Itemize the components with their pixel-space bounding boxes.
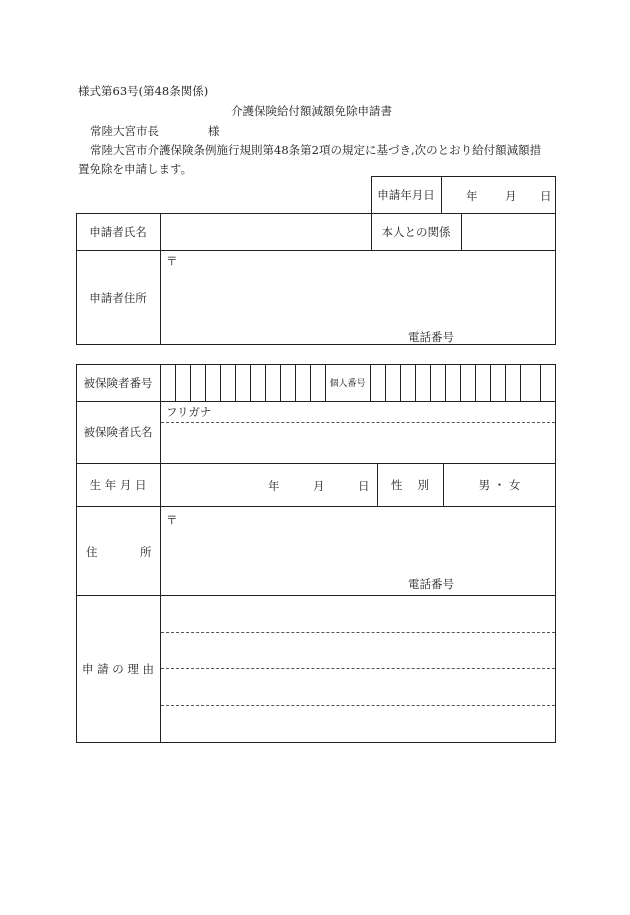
application-date-field[interactable] [441,176,556,214]
date-month: 月 [505,189,517,203]
birthdate-field[interactable] [161,464,376,505]
honorific: 様 [208,124,220,138]
furigana-field[interactable] [161,402,555,422]
sex-options[interactable]: 男 ・ 女 [478,477,521,492]
applicant-name-field[interactable] [161,214,370,249]
reason-field[interactable] [161,596,555,742]
insured-phone-label: 電話番号 [408,577,454,591]
insured-number-label: 被保険者番号 [83,375,153,390]
applicant-name-label: 申請者氏名 [89,224,147,239]
insured-name-label: 被保険者氏名 [83,425,153,439]
applicant-address-field[interactable] [161,251,555,344]
insured-number-field[interactable] [161,365,324,400]
relation-field[interactable] [462,214,555,249]
relation-label: 本人との関係 [381,224,451,239]
birthdate-label: 生 年 月 日 [89,477,147,492]
body-text-line-2: 置免除を申請します。 [78,162,193,176]
document-title: 介護保険給付額減額免除申請書 [231,104,392,118]
reason-label: 申 請 の 理 由 [81,662,155,676]
form-number: 様式第63号(第48条関係) [78,84,209,98]
applicant-address-label: 申請者住所 [89,290,147,305]
address-label-1: 住 [86,545,98,559]
birth-month: 月 [313,479,325,493]
birth-year: 年 [268,479,280,493]
application-date-label: 申請年月日 [377,188,435,202]
body-text-line-1: 常陸大宮市介護保険条例施行規則第48条第2項の規定に基づき,次のとおり給付額減額措 [90,143,542,157]
insured-address-field[interactable] [161,507,555,594]
birth-day: 日 [358,479,370,493]
date-day: 日 [540,189,552,203]
addressee: 常陸大宮市長 [90,124,159,138]
personal-number-label: 個人番号 [329,379,366,389]
insured-postal-mark: 〒 [166,513,178,527]
personal-number-field[interactable] [371,365,555,400]
address-label-2: 所 [140,545,152,559]
applicant-phone-label: 電話番号 [408,330,454,344]
furigana-label: フリガナ [166,405,212,419]
postal-mark: 〒 [166,254,178,268]
date-year: 年 [466,189,478,203]
insured-name-field[interactable] [161,423,555,462]
sex-label: 性 別 [390,477,430,492]
